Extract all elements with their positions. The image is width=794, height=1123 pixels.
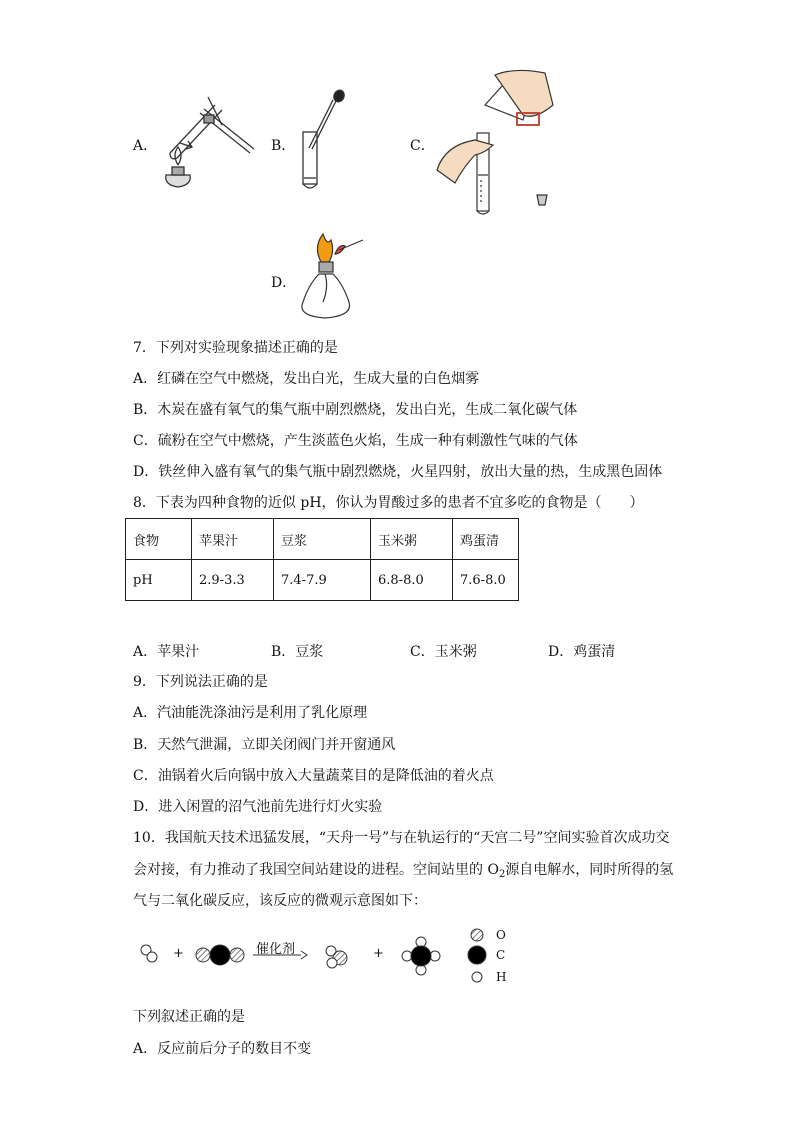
- q9-option-b[interactable]: B．天然气泄漏，立即关闭阀门并开窗通风: [133, 737, 396, 753]
- q9-stem: 9．下列说法正确的是: [133, 674, 268, 690]
- q6-option-c-label: C．: [410, 138, 435, 154]
- table-cell: 2.9-3.3: [192, 560, 274, 601]
- table-cell: 鸡蛋清: [453, 519, 519, 560]
- reaction-diagram: [135, 925, 535, 990]
- q6-option-d-label: D．: [271, 275, 297, 291]
- table-cell: 豆浆: [274, 519, 371, 560]
- table-cell: 食物: [126, 519, 192, 560]
- alcohol-lamp-heating-test-tube-icon: [160, 95, 260, 190]
- table-row: [126, 560, 519, 601]
- catalyst-label: 催化剂: [256, 942, 296, 957]
- legend-label-c: C: [496, 948, 506, 962]
- q8-option-c[interactable]: C．玉米粥: [410, 644, 477, 660]
- table-cell: 玉米粥: [371, 519, 453, 560]
- dropper-in-test-tube-icon: [295, 90, 355, 195]
- legend-label-h: H: [496, 970, 507, 984]
- q8-option-a[interactable]: A．苹果汁: [133, 644, 200, 660]
- q7-option-b[interactable]: B．木炭在盛有氧气的集气瓶中剧烈燃烧，发出白光，生成二氧化碳气体: [133, 402, 578, 418]
- q10-option-a[interactable]: A．反应前后分子的数目不变: [133, 1041, 312, 1057]
- q9-option-d[interactable]: D．进入闲置的沼气池前先进行灯火实验: [133, 799, 383, 815]
- pouring-liquid-into-test-tube-icon: [435, 65, 565, 215]
- q6-option-b-label: B．: [271, 138, 296, 154]
- q10-follow: 下列叙述正确的是: [133, 1009, 245, 1025]
- table-cell: pH: [126, 560, 192, 601]
- q10-stem-line2: [133, 860, 673, 885]
- q10-subscript: 2: [498, 869, 506, 880]
- q10-stem-line2-rest: 源自电解水，同时所得的氢: [505, 862, 674, 878]
- ph-table: [125, 518, 519, 601]
- q10-stem-line1: 10．我国航天技术迅猛发展，“天舟一号”与在轨运行的“天宫二号”空间实验首次成功交: [133, 830, 670, 846]
- q10-stem-line2-text: 会对接，有力推动了我国空间站建设的进程。空间站里的 O: [133, 862, 499, 878]
- q8-option-d[interactable]: D．鸡蛋清: [548, 644, 616, 660]
- table-cell: 6.8-8.0: [371, 560, 453, 601]
- q10-stem-line3: 气与二氧化碳反应，该反应的微观示意图如下：: [133, 893, 427, 909]
- q6-option-a-label: A．: [133, 138, 158, 154]
- q9-option-c[interactable]: C．油锅着火后向锅中放入大量蔬菜目的是降低油的着火点: [133, 768, 494, 784]
- table-cell: 苹果汁: [192, 519, 274, 560]
- table-row: [126, 519, 519, 560]
- q8-option-b[interactable]: B．豆浆: [271, 644, 324, 660]
- q7-stem: 7．下列对实验现象描述正确的是: [133, 340, 338, 356]
- q7-option-d[interactable]: D．铁丝伸入盛有氧气的集气瓶中剧烈燃烧，火星四射，放出大量的热，生成黑色固体: [133, 464, 663, 480]
- lighting-alcohol-lamp-icon: [295, 232, 375, 322]
- table-cell: 7.4-7.9: [274, 560, 371, 601]
- q8-stem: 8．下表为四种食物的近似 pH，你认为胃酸过多的患者不宜多吃的食物是（ ）: [133, 495, 644, 511]
- q9-option-a[interactable]: A．汽油能洗涤油污是利用了乳化原理: [133, 705, 368, 721]
- q7-option-c[interactable]: C．硫粉在空气中燃烧，产生淡蓝色火焰，生成一种有刺激性气味的气体: [133, 433, 578, 449]
- table-cell: 7.6-8.0: [453, 560, 519, 601]
- q7-option-a[interactable]: A．红磷在空气中燃烧，发出白光，生成大量的白色烟雾: [133, 371, 480, 387]
- plus-sign: +: [173, 946, 184, 961]
- plus-sign: +: [373, 946, 384, 961]
- legend-label-o: O: [496, 928, 506, 942]
